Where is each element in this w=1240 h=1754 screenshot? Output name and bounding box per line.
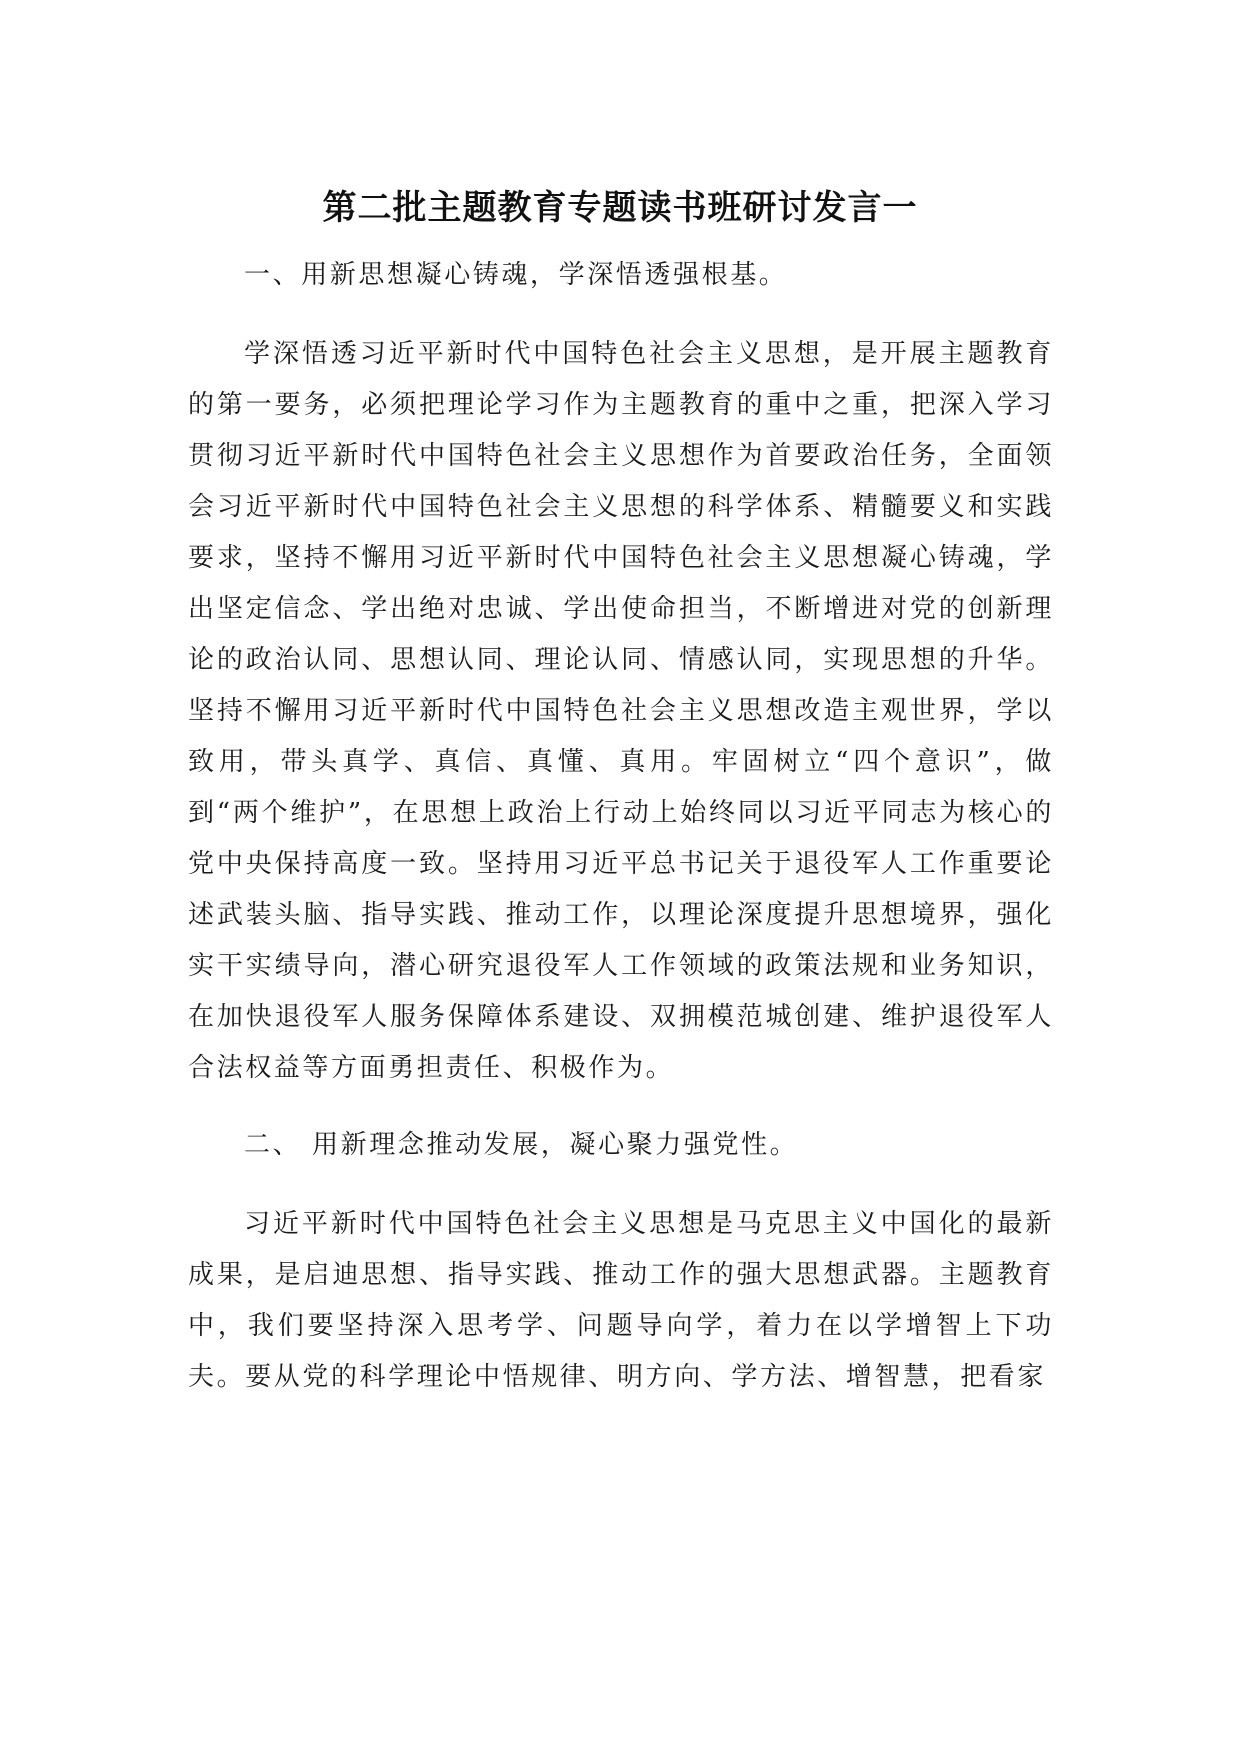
document-body: [188, 250, 1054, 1403]
section-1-heading: 一、用新思想凝心铸魂，学深悟透强根基。: [244, 260, 788, 290]
section-1-paragraph: 学深悟透习近平新时代中国特色社会主义思想，是开展主题教育的第一要务，必须把理论学习作为主题教育的重中之重，把深入学习贯彻习近平新时代中国特色社会主义思想作为首要政治任务，全面领会习近平新时代中国特色社会主义思想的科学体系、精髓要义和实践要求，坚持不懈用习近平新时代中国特色社会主义思想凝心铸魂，学出坚定信念、学出绝对忠诚、学出使命担当，不断增进对党的创新理论的政治认同、思想认同、理论认同、情感认同，实现思想的升华。坚持不懈用习近平新时代中国特色社会主义思想改造主观世界，学以致用，带头真学、真信、真懂、真用。牢固树立“四个意识”，做到“两个维护”，在思想上政治上行动上始终同以习近平同志为核心的党中央保持高度一致。坚持用习近平总书记关于退役军人工作重要论述武装头脑、指导实践、推动工作，以理论深度提升思想境界，强化实干实绩导向，潜心研究退役军人工作领域的政策法规和业务知识，在加快退役军人服务保障体系建设、双拥模范城创建、维护退役军人合法权益等方面勇担责任、积极作为。: [188, 339, 1054, 1083]
document-title: 第二批主题教育专题读书班研讨发言一: [322, 188, 918, 228]
section-2-heading: 二、 用新理念推动发展，凝心聚力强党性。: [244, 1130, 799, 1160]
section-2-paragraph: 习近平新时代中国特色社会主义思想是马克思主义中国化的最新成果，是启迪思想、指导实践、推动工作的强大思想武器。主题教育中，我们要坚持深入思考学、问题导向学，着力在以学增智上下功夫。要从党的科学理论中悟规律、明方向、学方法、增智慧，把看家: [188, 1209, 1054, 1392]
